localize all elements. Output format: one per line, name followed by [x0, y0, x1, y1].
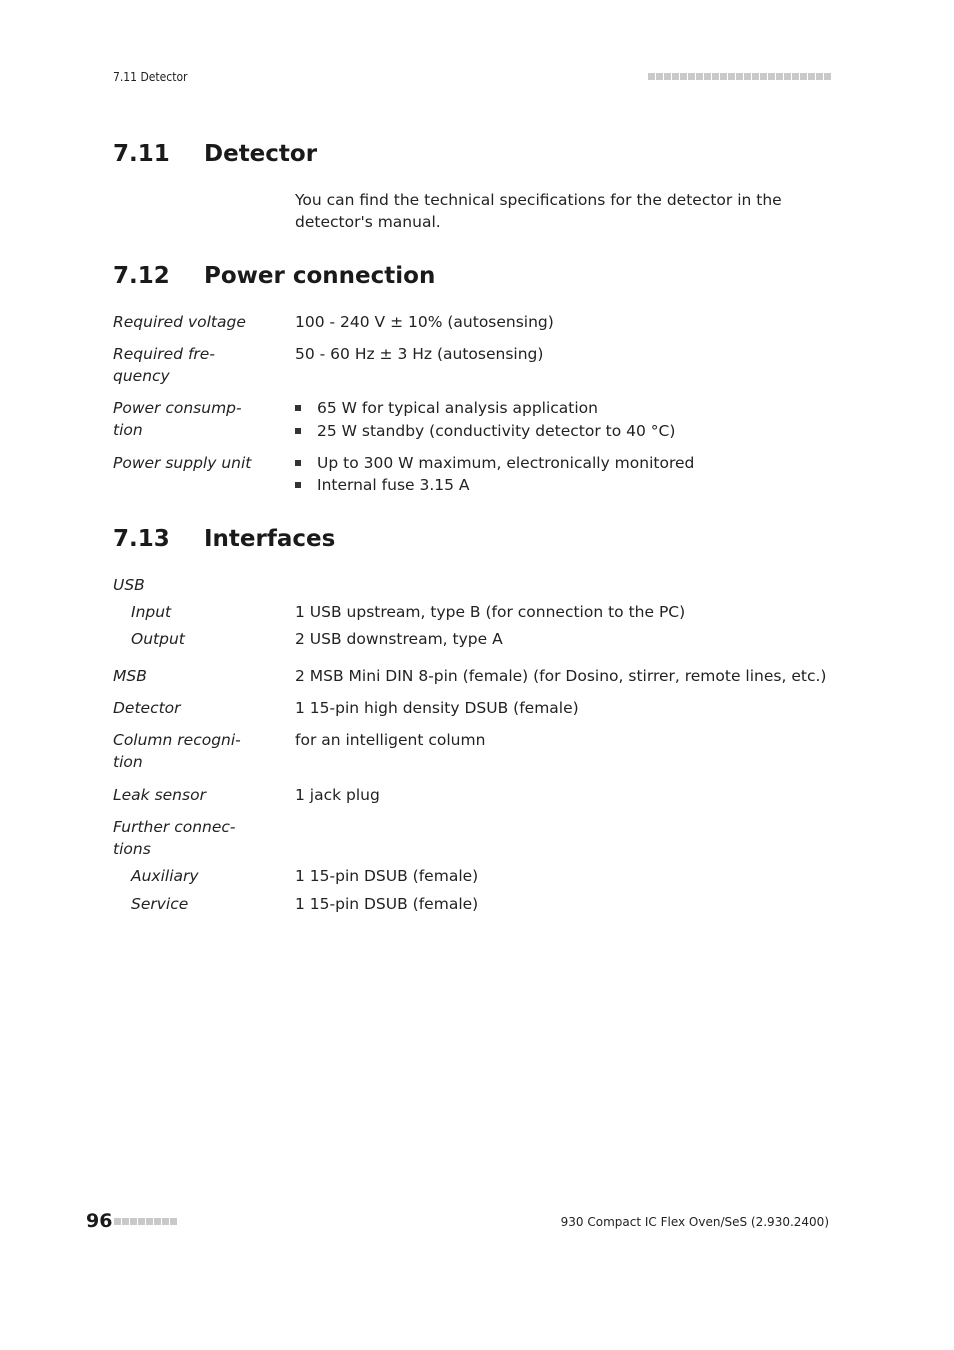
spec-value: 1 USB upstream, type B (for connection to the PC)	[295, 603, 686, 621]
spec-label: MSB	[113, 667, 147, 685]
section-text: You can find the technical specifications for the detector in the detector's manual.	[295, 191, 782, 231]
footer-decoration	[114, 1218, 177, 1225]
section-number: 7.11	[113, 141, 170, 167]
running-header: 7.11 Detector	[113, 70, 188, 84]
spec-sublabel: Service	[131, 895, 189, 913]
spec-value: 1 15-pin high density DSUB (female)	[295, 699, 579, 717]
header-decoration	[648, 73, 831, 80]
bullet-item: 25 W standby (conductivity detector to 40 °C)	[295, 420, 675, 442]
section-number: 7.13	[113, 526, 170, 552]
bullet-icon	[295, 428, 301, 434]
spec-value: 1 15-pin DSUB (female)	[295, 895, 479, 913]
spec-value: for an intelligent column	[295, 731, 486, 749]
spec-label: Detector	[113, 699, 181, 717]
bullet-item: 65 W for typical analysis application	[295, 397, 598, 419]
bullet-item: Up to 300 W maximum, electronically monitored	[295, 452, 694, 474]
page-number: 96	[86, 1210, 113, 1232]
document-title: 930 Compact IC Flex Oven/SeS (2.930.2400)	[560, 1215, 829, 1229]
bullet-icon	[295, 460, 301, 466]
spec-value: 100 - 240 V ± 10% (autosensing)	[295, 313, 554, 331]
spec-sublabel: Output	[131, 630, 185, 648]
spec-label: Required fre- quency	[113, 345, 215, 385]
spec-label: Required voltage	[113, 313, 246, 331]
spec-value: 1 jack plug	[295, 786, 380, 804]
spec-sublabel: Auxiliary	[131, 867, 199, 885]
section-title: Detector	[204, 141, 318, 167]
spec-label: Leak sensor	[113, 786, 206, 804]
spec-label: Further connec- tions	[113, 818, 236, 858]
spec-sublabel: Input	[131, 603, 172, 621]
spec-value: 50 - 60 Hz ± 3 Hz (autosensing)	[295, 345, 544, 363]
bullet-icon	[295, 405, 301, 411]
spec-label: Column recogni- tion	[113, 731, 241, 771]
spec-label: Power supply unit	[113, 454, 252, 472]
section-title: Interfaces	[204, 526, 336, 552]
spec-label: USB	[113, 576, 145, 594]
section-number: 7.12	[113, 263, 170, 289]
spec-value: 2 USB downstream, type A	[295, 630, 503, 648]
bullet-item: Internal fuse 3.15 A	[295, 474, 470, 496]
spec-value: 1 15-pin DSUB (female)	[295, 867, 479, 885]
section-title: Power connection	[204, 263, 436, 289]
spec-label: Power consump- tion	[113, 399, 242, 439]
spec-value: 2 MSB Mini DIN 8-pin (female) (for Dosino, stirrer, remote lines, etc.)	[295, 667, 827, 685]
bullet-icon	[295, 482, 301, 488]
